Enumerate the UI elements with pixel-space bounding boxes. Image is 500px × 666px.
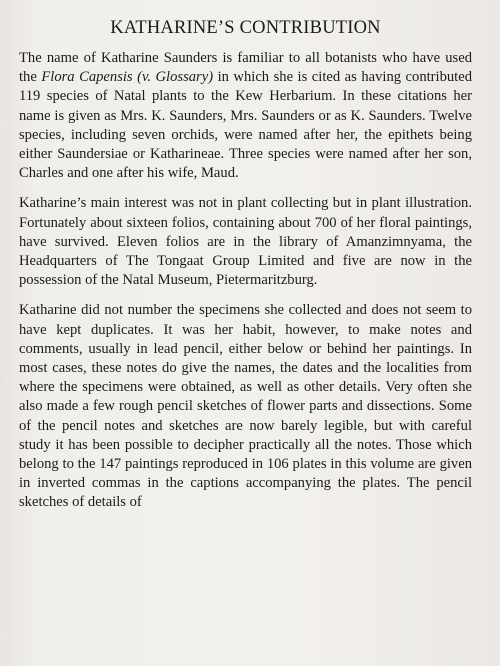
paragraph-2: Katharine’s main interest was not in plant collecting but in plant illustration. Fortunately about sixteen folios, containing about 700 of her floral paintings, have survived. Eleven folios are in the library of Amanzimnyama, the Headquarters of The Tongaat Group Limited and five are now in the possession of the Natal Museum, Pietermaritzburg. — [19, 195, 472, 289]
paragraph-1-text-after: in which she is cited as having contributed 119 species of Natal plants to the Kew Herbarium. In these citations her name is given as Mrs. K. Saunders, Mrs. Saunders or as K. Saunders. Twelve species, including seven orchids, were named after her, the epithets being either Saundersiae or Katharineae. Three species were named after her son, Charles and one after his wife, Maud. — [19, 69, 473, 182]
paragraph-3: Katharine did not number the specimens she collected and does not seem to have kept duplicates. It was her habit, however, to make notes and comments, usually in lead pencil, either below or behind her paintings. In most cases, these notes do give the names, the dates and the localities from where the specimens were obtained, as well as other details. Very often she also made a few rough pencil sketches of flower parts and dissections. Some of the pencil notes and sketches are now barely legible, but with careful study it has been possible to decipher practically all the notes. Those which belong to the 147 paintings reproduced in 106 plates in this volume are given in inverted commas in the captions accompanying the plates. The pencil sketches of details of — [19, 302, 472, 511]
page-title: KATHARINE’S CONTRIBUTION — [110, 18, 381, 38]
paragraph-1-text-before: The name of Katharine Saunders is familiar to all botanists who have used the — [19, 50, 472, 86]
paragraph-1 — [19, 49, 472, 183]
flora-capensis-citation: Flora Capensis (v. Glossary) — [41, 69, 214, 86]
